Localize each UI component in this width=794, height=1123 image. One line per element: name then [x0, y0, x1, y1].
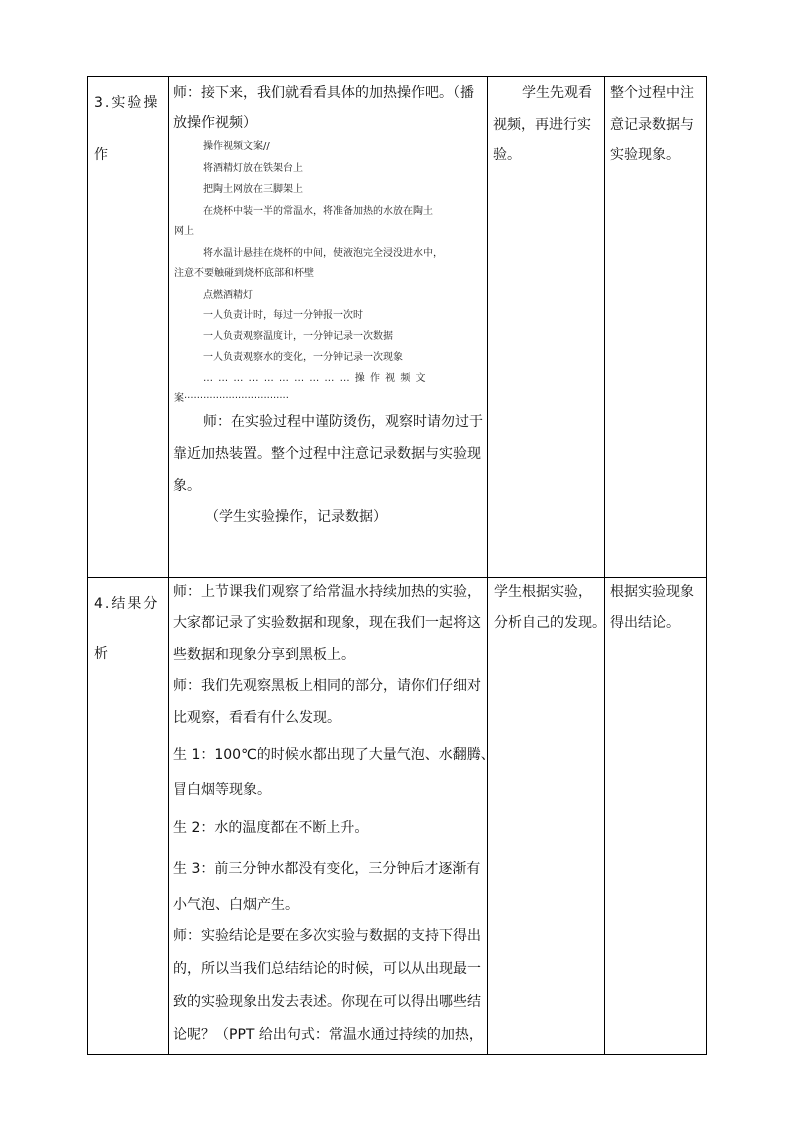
- stage-label: 3.实验操: [94, 95, 160, 111]
- teacher-text: 论呢？（PPT 给出句式：常温水通过持续的加热，: [173, 1027, 483, 1043]
- design-intent: 得出结论。: [610, 615, 680, 631]
- video-script-line: … … … … … … … … … … 操 作 视 频 文: [203, 373, 427, 384]
- video-script-line: 网上: [174, 226, 194, 237]
- design-intent: 意记录数据与: [610, 117, 694, 133]
- student-answer: 生 3：前三分钟水都没有变化，三分钟后才逐渐有: [173, 861, 481, 877]
- video-script-line: 一人负责观察水的变化，一分钟记录一次现象: [203, 352, 403, 363]
- video-script-line: 点燃酒精灯: [203, 290, 253, 301]
- design-intent: 根据实验现象: [610, 584, 694, 600]
- stage-label: 作: [94, 147, 108, 163]
- student-activity: 学生先观看: [522, 85, 592, 101]
- student-answer: 冒白烟等现象。: [173, 782, 271, 798]
- student-activity: 学生根据实验，: [494, 584, 592, 600]
- video-script-line: 一人负责计时，每过一分钟报一次时: [203, 310, 363, 321]
- student-answer: 生 2：水的温度都在不断上升。: [173, 820, 369, 836]
- design-intent: 实验现象。: [610, 147, 680, 163]
- teacher-text: 靠近加热装置。整个过程中注意记录数据与实验现: [173, 446, 481, 462]
- teacher-text: 的，所以当我们总结结论的时候，可以从出现最一: [173, 961, 481, 977]
- teacher-text: 象。: [173, 478, 201, 494]
- video-script-line: 操作视频文案//: [203, 141, 270, 152]
- video-script-line: 注意不要触碰到烧杯底部和杯壁: [174, 268, 314, 279]
- video-script-line: 把陶土网放在三脚架上: [203, 184, 303, 195]
- teacher-text: 比观察，看看有什么发现。: [173, 710, 341, 726]
- teacher-text: 致的实验现象出发去表述。你现在可以得出哪些结: [173, 994, 481, 1010]
- teacher-text: 师：接下来，我们就看看具体的加热操作吧。（播: [173, 85, 474, 101]
- student-activity: 验。: [493, 147, 521, 163]
- teacher-text: 放操作视频）: [173, 115, 257, 131]
- student-action-text: （学生实验操作，记录数据）: [205, 509, 387, 525]
- student-answer: 小气泡、白烟产生。: [173, 897, 299, 913]
- teacher-text: 师：在实验过程中谨防烫伤，观察时请勿过于: [203, 414, 483, 430]
- stage-label: 析: [94, 646, 108, 662]
- table-row: [88, 578, 706, 1054]
- teacher-text: 大家都记录了实验数据和现象，现在我们一起将这: [173, 615, 481, 631]
- video-script-line: 将水温计悬挂在烧杯的中间，使液泡完全浸没进水中，: [203, 248, 443, 259]
- student-answer: 生 1：100℃的时候水都出现了大量气泡、水翻腾、: [173, 747, 495, 763]
- teacher-text: 师：上节课我们观察了给常温水持续加热的实验，: [173, 584, 481, 600]
- table-border-right: [706, 76, 707, 1055]
- stage-label: 4.结果分: [94, 596, 160, 612]
- teacher-text: 师：我们先观察黑板上相同的部分，请你们仔细对: [173, 678, 481, 694]
- video-script-line: 将酒精灯放在铁架台上: [203, 163, 303, 174]
- video-script-line: 案·································: [174, 393, 289, 404]
- student-activity: 视频，再进行实: [493, 117, 591, 133]
- video-script-line: 一人负责观察温度计，一分钟记录一次数据: [203, 331, 393, 342]
- table-border-bottom: [87, 1054, 707, 1055]
- teacher-text: 些数据和现象分享到黑板上。: [173, 647, 355, 663]
- design-intent: 整个过程中注: [610, 85, 694, 101]
- table-row: [88, 77, 706, 577]
- teacher-text: 师：实验结论是要在多次实验与数据的支持下得出: [173, 928, 481, 944]
- student-activity: 分析自己的发现。: [494, 615, 606, 631]
- video-script-line: 在烧杯中装一半的常温水，将准备加热的水放在陶土: [203, 206, 433, 217]
